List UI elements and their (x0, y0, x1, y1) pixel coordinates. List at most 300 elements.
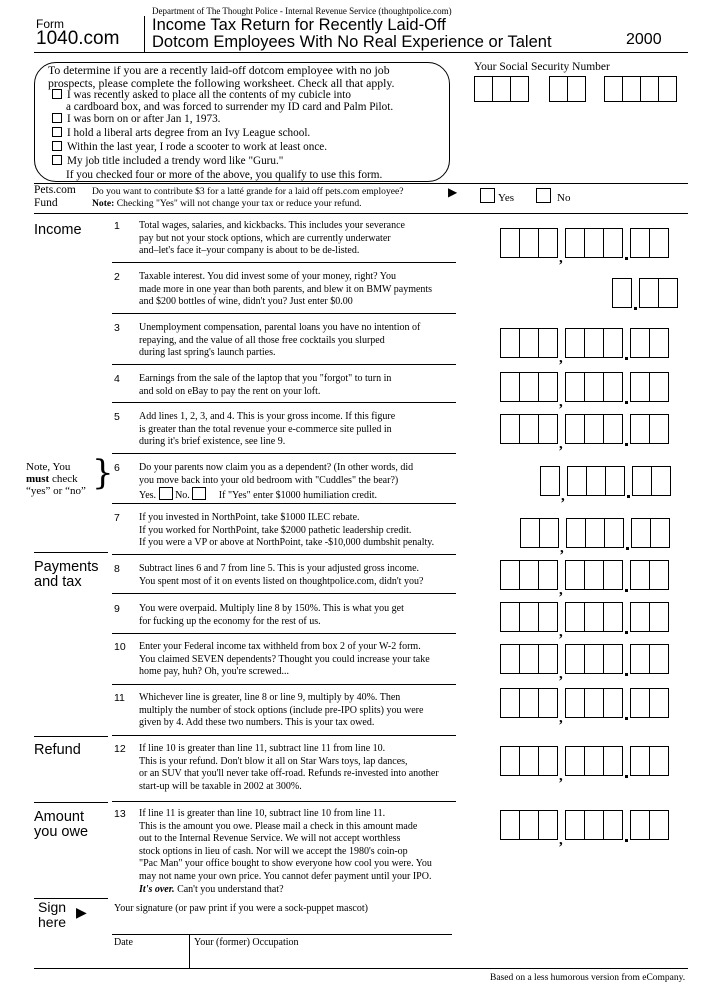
thousands-separator: , (559, 768, 563, 784)
amount-digit[interactable] (649, 746, 669, 776)
amount-digit[interactable] (630, 746, 650, 776)
amount-digit[interactable] (538, 228, 558, 258)
worksheet-checkbox-4[interactable] (52, 141, 62, 151)
amount-digit[interactable] (538, 414, 558, 444)
amount-digit[interactable] (584, 372, 604, 402)
form-title-line2: Dotcom Employees With No Real Experience or Talent (152, 33, 552, 51)
worksheet-checkbox-3[interactable] (52, 127, 62, 137)
amount-digit[interactable] (565, 414, 585, 444)
decimal-point (623, 374, 631, 402)
section-payments-line1: Payments (34, 559, 99, 575)
amount-digit[interactable] (520, 518, 540, 548)
amount-digit[interactable] (603, 560, 623, 590)
line-7-number: 7 (114, 512, 120, 524)
line-text-row: may not name your own price. You cannot defer payment until your IPO. (139, 870, 432, 882)
amount-digit[interactable] (649, 810, 669, 840)
amount-digit[interactable] (603, 414, 623, 444)
line-10-number: 10 (114, 641, 126, 653)
amount-digit[interactable] (584, 810, 604, 840)
amount-digit[interactable] (649, 560, 669, 590)
line-divider (112, 554, 456, 555)
section-refund: Refund (34, 742, 81, 758)
form-word: Form (36, 17, 64, 31)
line-13-text (139, 808, 469, 896)
ssn-digit[interactable] (492, 76, 511, 102)
amount-line-10[interactable] (500, 644, 669, 682)
amount-digit[interactable] (519, 644, 539, 674)
line-text-row: multiply the number of stock options (include pre-IPO splits) you were (139, 704, 424, 716)
decimal-point (623, 812, 631, 840)
line-text-row: You spent most of it on events listed on thoughtpolice.com, didn't you? (139, 575, 424, 587)
occupation-label: Your (former) Occupation (194, 937, 299, 948)
pets-yes-checkbox[interactable] (480, 188, 495, 203)
amount-digit[interactable] (630, 414, 650, 444)
note-must: must (26, 473, 50, 485)
line-8-text (139, 563, 469, 588)
ssn-digit[interactable] (510, 76, 529, 102)
line-text-row: You claimed SEVEN dependents? Thought you could increase your take (139, 653, 430, 665)
line-text-row: Enter your Federal income tax withheld from box 2 of your W-2 form. (139, 641, 421, 652)
amount-digit[interactable] (658, 278, 678, 308)
amount-digit[interactable] (584, 746, 604, 776)
amount-digit[interactable] (565, 372, 585, 402)
amount-digit[interactable] (649, 644, 669, 674)
worksheet-checkbox-5[interactable] (52, 155, 62, 165)
line-5-number: 5 (114, 411, 120, 423)
line-9-text (139, 603, 469, 628)
amount-digit[interactable] (519, 328, 539, 358)
line-text-row: home pay, huh? Oh, you're screwed... (139, 666, 289, 678)
line-6-yes-label: Yes. (139, 490, 157, 502)
line-text-row: and sold on eBay to pay the rent on your loft. (139, 385, 321, 397)
sign-line2: here (38, 914, 67, 930)
line-text-row: Subtract lines 6 and 7 from line 5. This is your adjusted gross income. (139, 563, 420, 574)
bottom-rule (34, 968, 688, 969)
amount-digit[interactable] (500, 746, 520, 776)
line-text-row: during last spring's launch parties. (139, 347, 276, 359)
pets-note-bold: Note: (92, 198, 115, 209)
pets-fund-label-line1: Pets.com (34, 184, 76, 196)
line-text-row: during it's brief existence, see line 9. (139, 436, 286, 448)
amount-digit[interactable] (538, 688, 558, 718)
thousands-separator: , (559, 710, 563, 726)
amount-digit[interactable] (584, 688, 604, 718)
amount-digit[interactable] (603, 644, 623, 674)
thousands-separator: , (559, 250, 563, 266)
amount-digit[interactable] (539, 518, 559, 548)
line-8-number: 8 (114, 563, 120, 575)
section-income: Income (34, 222, 82, 238)
amount-digit[interactable] (630, 560, 650, 590)
section-payments (34, 560, 98, 590)
thousands-separator: , (560, 540, 564, 556)
occupation-field[interactable] (192, 948, 452, 968)
amount-digit[interactable] (605, 466, 625, 496)
amount-digit[interactable] (500, 810, 520, 840)
worksheet-item-1-line2: a cardboard box, and was forced to surrender my ID card and Palm Pilot. (66, 101, 394, 113)
line-13-tail: Can't you understand that? (174, 883, 284, 895)
line-text-row: is greater than the total revenue your e-commerce site pulled in (139, 423, 392, 435)
amount-digit[interactable] (603, 810, 623, 840)
line-6-number: 6 (114, 462, 120, 474)
line-divider (112, 313, 456, 314)
line-3-text (139, 322, 469, 360)
section-sign (38, 900, 66, 930)
signature-field[interactable] (112, 915, 452, 935)
amount-digit[interactable] (649, 372, 669, 402)
section-owe-line1: Amount (34, 809, 84, 825)
pets-rule-top (34, 183, 688, 184)
worksheet-intro-line2: prospects, please complete the following worksheet. Check all that apply. (48, 75, 395, 90)
amount-digit[interactable] (500, 228, 520, 258)
line-divider (112, 735, 456, 736)
line-12-number: 12 (114, 743, 126, 755)
line-divider (112, 684, 456, 685)
amount-digit[interactable] (519, 228, 539, 258)
worksheet-item-1-line1: I was recently asked to place all the contents of my cubicle into (67, 89, 351, 101)
line-text-row: you move back into your old bedroom with "Cuddles" the bear?) (139, 474, 399, 486)
line-divider (112, 402, 456, 403)
amount-line-9[interactable] (500, 602, 669, 640)
amount-digit[interactable] (519, 560, 539, 590)
section-owe-line2: you owe (34, 824, 89, 840)
line-text-row: and $200 bottles of wine, didn't you? Just enter $0.00 (139, 296, 353, 308)
amount-digit[interactable] (519, 746, 539, 776)
note-line1: Note, You (26, 461, 71, 473)
line-divider (112, 262, 456, 263)
amount-line-4[interactable] (500, 372, 669, 410)
worksheet-checkbox-1[interactable] (52, 89, 62, 99)
amount-digit[interactable] (603, 328, 623, 358)
line-text-row: Unemployment compensation, parental loans you have no intention of (139, 322, 421, 333)
note-line2 (26, 473, 86, 485)
date-field[interactable] (112, 948, 188, 968)
section-rule (34, 802, 108, 803)
amount-digit[interactable] (538, 328, 558, 358)
line-text-row: This is your refund. Don't blow it all on Star Wars toys, lap dances, (139, 755, 408, 767)
amount-digit[interactable] (603, 372, 623, 402)
amount-digit[interactable] (565, 746, 585, 776)
line-divider (112, 364, 456, 365)
amount-digit[interactable] (584, 560, 604, 590)
line-text-row: pay but not your stock options, which are currently underwater (139, 232, 391, 244)
ssn-digit[interactable] (549, 76, 568, 102)
line-text-row: for fucking up the economy for the rest of us. (139, 615, 321, 627)
line-9-number: 9 (114, 603, 120, 615)
form-title (152, 17, 552, 51)
signature-label: Your signature (or paw print if you were a sock-puppet mascot) (114, 903, 368, 914)
amount-line-8[interactable] (500, 560, 669, 598)
amount-digit[interactable] (565, 688, 585, 718)
amount-digit[interactable] (649, 414, 669, 444)
line-6-no-label: No. (175, 490, 190, 502)
ssn-group-3[interactable] (604, 76, 677, 102)
amount-line-12[interactable] (500, 746, 669, 784)
ssn-digit[interactable] (658, 76, 677, 102)
signature-rule (112, 934, 452, 935)
ssn-group-1[interactable] (474, 76, 529, 102)
line-6-note (26, 461, 86, 497)
form-title-line1: Income Tax Return for Recently Laid-Off (152, 16, 446, 34)
worksheet-item-3-text: I hold a liberal arts degree from an Ivy League school. (67, 127, 311, 139)
worksheet-item-4-text: Within the last year, I rode a scooter to work at least once. (67, 141, 328, 153)
decimal-point (623, 416, 631, 444)
line-divider (112, 453, 456, 454)
ssn-digit[interactable] (604, 76, 623, 102)
decimal-point (623, 604, 631, 632)
worksheet-intro-line1: To determine if you are a recently laid-off dotcom employee with no job (48, 63, 390, 77)
amount-digit[interactable] (630, 328, 650, 358)
section-rule (34, 736, 108, 737)
line-text-row: If you invested in NorthPoint, take $1000 ILEC rebate. (139, 512, 360, 523)
amount-digit[interactable] (584, 644, 604, 674)
amount-line-2[interactable] (612, 278, 678, 308)
line-6-text (139, 462, 469, 503)
line-text-row: You were overpaid. Multiply line 8 by 150%. This is what you get (139, 603, 404, 614)
pets-fund-label (34, 184, 76, 210)
amount-line-1[interactable] (500, 228, 669, 266)
line-13-bold: It's over. (139, 883, 175, 895)
amount-line-11[interactable] (500, 688, 669, 726)
line-3-number: 3 (114, 322, 120, 334)
ssn-digit[interactable] (474, 76, 493, 102)
line-6-tail: If "Yes" enter $1000 humiliation credit. (218, 490, 378, 502)
amount-digit[interactable] (649, 328, 669, 358)
line-divider (112, 633, 456, 634)
thousands-separator: , (559, 394, 563, 410)
worksheet-item-5-text: My job title included a trendy word like "Guru." (67, 155, 284, 167)
line-7-text (139, 512, 479, 550)
amount-digit[interactable] (519, 688, 539, 718)
pets-question (92, 186, 404, 210)
decimal-point (623, 330, 631, 358)
amount-digit[interactable] (612, 278, 632, 308)
ssn-digit[interactable] (622, 76, 641, 102)
decimal-point (625, 468, 633, 496)
pets-note (92, 198, 404, 210)
line-text-row: made more in one year than both parents, and blew it on BMW payments (139, 283, 433, 295)
line-2-number: 2 (114, 271, 120, 283)
sign-divider (189, 935, 190, 968)
ssn-digit[interactable] (640, 76, 659, 102)
worksheet-item-1[interactable] (52, 89, 393, 113)
amount-digit[interactable] (630, 228, 650, 258)
amount-digit[interactable] (538, 810, 558, 840)
note-line3: “yes” or “no” (26, 485, 86, 497)
amount-digit[interactable] (584, 602, 604, 632)
date-label: Date (114, 937, 133, 948)
amount-digit[interactable] (500, 328, 520, 358)
worksheet-item-3[interactable] (52, 127, 310, 139)
amount-digit[interactable] (500, 414, 520, 444)
line-10-text (139, 641, 469, 679)
amount-digit[interactable] (650, 518, 670, 548)
amount-digit[interactable] (519, 414, 539, 444)
amount-digit[interactable] (538, 746, 558, 776)
amount-digit[interactable] (630, 602, 650, 632)
line-4-number: 4 (114, 373, 120, 385)
amount-digit[interactable] (584, 228, 604, 258)
department-header: Department of The Thought Police - Internal Revenue Service (thoughtpolice.com) (152, 6, 452, 16)
amount-digit[interactable] (500, 560, 520, 590)
amount-line-5[interactable] (500, 414, 669, 452)
amount-digit[interactable] (631, 518, 651, 548)
amount-digit[interactable] (538, 560, 558, 590)
amount-digit[interactable] (538, 372, 558, 402)
amount-digit[interactable] (500, 602, 520, 632)
pets-no-label: No (557, 192, 571, 204)
amount-digit[interactable] (603, 688, 623, 718)
sign-arrow-icon: ▶ (76, 906, 87, 921)
amount-digit[interactable] (630, 688, 650, 718)
amount-digit[interactable] (603, 228, 623, 258)
amount-digit[interactable] (586, 466, 606, 496)
amount-digit[interactable] (565, 560, 585, 590)
line-6-choices (139, 487, 469, 503)
amount-digit[interactable] (649, 688, 669, 718)
amount-digit[interactable] (632, 466, 652, 496)
amount-digit[interactable] (540, 466, 560, 496)
amount-digit[interactable] (565, 810, 585, 840)
line-text-row: This is the amount you owe. Please mail a check in this amount made (139, 820, 418, 832)
amount-digit[interactable] (649, 602, 669, 632)
brace-icon: } (92, 453, 114, 493)
amount-digit[interactable] (584, 328, 604, 358)
pets-arrow-icon: ▶ (448, 185, 458, 199)
amount-digit[interactable] (603, 746, 623, 776)
amount-digit[interactable] (538, 644, 558, 674)
pets-fund-label-line2: Fund (34, 197, 58, 209)
decimal-point (623, 748, 631, 776)
ssn-digit[interactable] (567, 76, 586, 102)
amount-digit[interactable] (519, 810, 539, 840)
line-11-text (139, 692, 469, 730)
amount-digit[interactable] (500, 372, 520, 402)
line-11-number: 11 (114, 692, 125, 704)
amount-digit[interactable] (604, 518, 624, 548)
line-divider (112, 593, 456, 594)
worksheet-item-2[interactable] (52, 113, 220, 125)
line-13-last-row (139, 884, 469, 897)
header-divider (144, 16, 145, 52)
line-text-row: repaying, and the value of all those free cocktails you slurped (139, 334, 385, 346)
amount-digit[interactable] (519, 372, 539, 402)
amount-digit[interactable] (603, 602, 623, 632)
footer-credit: Based on a less humorous version from eCompany. (490, 973, 686, 983)
decimal-point (624, 520, 632, 548)
amount-line-13[interactable] (500, 810, 669, 848)
amount-line-3[interactable] (500, 328, 669, 366)
pets-yes-label: Yes (498, 192, 515, 204)
form-year: 2000 (626, 31, 662, 48)
line-text-row: If line 10 is greater than line 11, subtract line 11 from line 10. (139, 743, 386, 754)
line-text-row: Earnings from the sale of the laptop that you "forgot" to turn in (139, 373, 392, 384)
line-text-row: Taxable interest. You did invest some of your money, right? You (139, 271, 396, 282)
pets-rule-bottom (34, 213, 688, 214)
decimal-point (623, 690, 631, 718)
line-6-yes-checkbox[interactable] (159, 487, 173, 500)
amount-digit[interactable] (585, 518, 605, 548)
worksheet-checkbox-2[interactable] (52, 113, 62, 123)
amount-digit[interactable] (565, 644, 585, 674)
line-12-text (139, 743, 479, 793)
thousands-separator: , (559, 832, 563, 848)
line-text-row: stock options in lieu of cash. Nor will we accept the 1980's coin-op (139, 845, 408, 857)
amount-digit[interactable] (639, 278, 659, 308)
section-amount-owe (34, 810, 88, 840)
line-text-row: start-up will be taxable in 2002 at 300%. (139, 780, 302, 792)
amount-digit[interactable] (500, 644, 520, 674)
worksheet-item-2-text: I was born on or after Jan 1, 1973. (67, 113, 221, 125)
amount-digit[interactable] (566, 518, 586, 548)
worksheet-intro (48, 64, 448, 89)
amount-digit[interactable] (500, 688, 520, 718)
line-5-text (139, 411, 469, 449)
amount-line-7[interactable] (520, 518, 670, 556)
amount-digit[interactable] (630, 644, 650, 674)
worksheet-item-5[interactable] (52, 155, 283, 167)
line-divider (112, 801, 456, 802)
ssn-group-2[interactable] (549, 76, 586, 102)
thousands-separator: , (559, 350, 563, 366)
ssn-label: Your Social Security Number (474, 61, 610, 73)
worksheet-item-4[interactable] (52, 141, 327, 153)
decimal-point (623, 646, 631, 674)
header-rule (34, 52, 688, 53)
amount-digit[interactable] (519, 602, 539, 632)
line-text-row: Total wages, salaries, and kickbacks. This includes your severance (139, 220, 405, 231)
decimal-point (623, 230, 631, 258)
amount-digit[interactable] (538, 602, 558, 632)
amount-digit[interactable] (567, 466, 587, 496)
line-13-number: 13 (114, 808, 126, 820)
worksheet-footer: If you checked four or more of the above, you qualify to use this form. (66, 169, 383, 181)
line-1-number: 1 (114, 220, 120, 232)
amount-digit[interactable] (584, 414, 604, 444)
line-text-row: If you worked for NorthPoint, take $2000 pathetic leadership credit. (139, 524, 412, 536)
line-2-text (139, 271, 469, 309)
thousands-separator: , (559, 624, 563, 640)
pets-no-checkbox[interactable] (536, 188, 551, 203)
line-text-row: If you were a VP or above at NorthPoint, take -$10,000 dumbshit penalty. (139, 537, 435, 549)
sign-line1: Sign (38, 899, 67, 915)
line-text-row: Do your parents now claim you as a dependent? (In other words, did (139, 462, 414, 473)
line-divider (112, 503, 456, 504)
amount-digit[interactable] (651, 466, 671, 496)
note-check: check (49, 473, 78, 485)
thousands-separator: , (559, 666, 563, 682)
amount-line-6[interactable] (540, 466, 671, 504)
amount-digit[interactable] (630, 372, 650, 402)
line-6-no-checkbox[interactable] (192, 487, 206, 500)
amount-digit[interactable] (565, 328, 585, 358)
thousands-separator: , (559, 582, 563, 598)
section-rule (34, 552, 108, 553)
line-4-text (139, 373, 469, 398)
decimal-point (623, 562, 631, 590)
form-brand: 1040.com (36, 28, 120, 49)
line-text-row: If line 11 is greater than line 10, subtract line 10 from line 11. (139, 808, 386, 819)
pets-note-text: Checking "Yes" will not change your tax or reduce your refund. (114, 198, 362, 209)
line-text-row: and–let's face it–your company is about to be de-listed. (139, 245, 360, 257)
amount-digit[interactable] (565, 602, 585, 632)
line-text-row: out to the Internal Revenue Service. We will not accept worthless (139, 833, 401, 845)
decimal-point (632, 280, 640, 308)
amount-digit[interactable] (630, 810, 650, 840)
amount-digit[interactable] (649, 228, 669, 258)
pets-question-text: Do you want to contribute $3 for a latté grande for a laid off pets.com employee? (92, 186, 404, 197)
amount-digit[interactable] (565, 228, 585, 258)
